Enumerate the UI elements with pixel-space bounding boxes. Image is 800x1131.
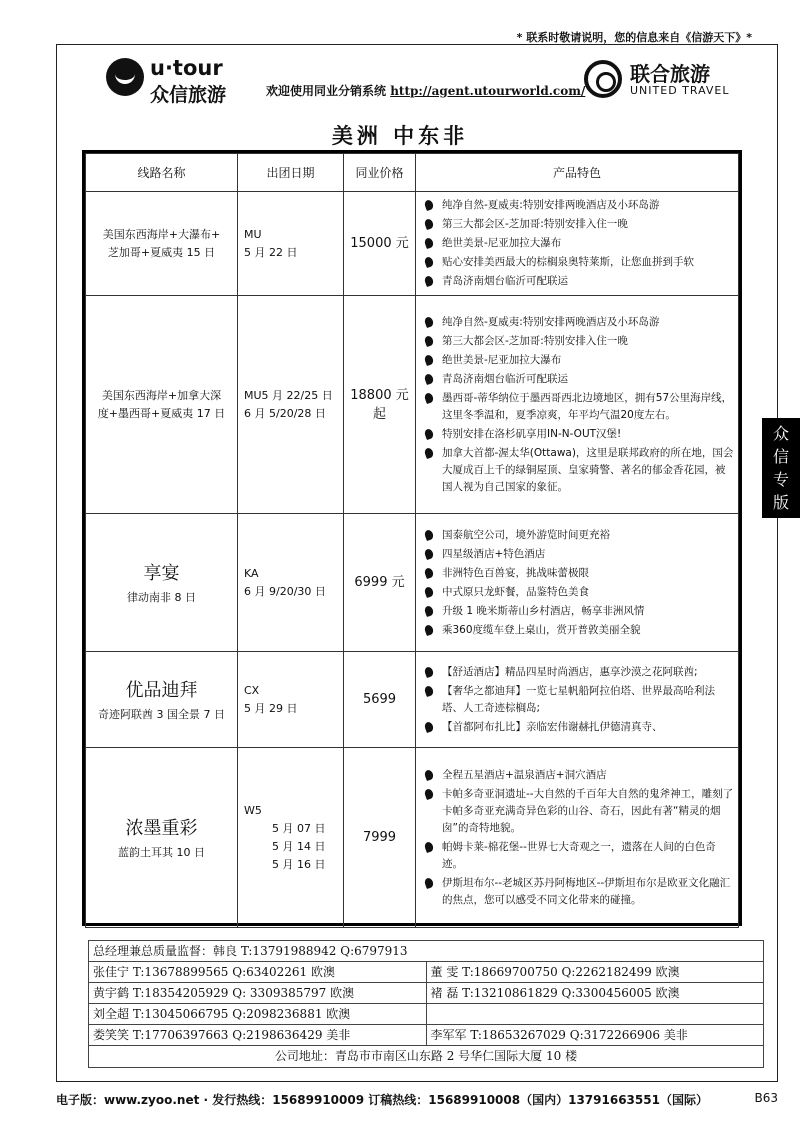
table-row xyxy=(86,192,739,296)
route-name-line: 美国东西海岸+大瀑布+ xyxy=(102,227,221,241)
features xyxy=(416,192,739,296)
date-line: W5 xyxy=(244,803,262,817)
route-name xyxy=(86,748,238,928)
list-item: 贴心安排美西最大的棕榈泉奥特莱斯，让您血拼到手软 xyxy=(422,254,734,271)
contact-row xyxy=(89,1025,763,1046)
contact-cell: 娄笑笑 T:17706397663 Q:2198636429 美非 xyxy=(93,1028,351,1042)
departure-date xyxy=(238,748,344,928)
route-name-line: 奇迹阿联酋 3 国全景 7 日 xyxy=(98,707,225,721)
utour-logo-en: u·tour xyxy=(150,56,223,80)
col-header-route: 线路名称 xyxy=(86,154,238,192)
contact-row xyxy=(89,941,763,962)
list-item: 升级 1 晚米斯蒂山乡村酒店，畅享非洲风情 xyxy=(422,603,734,620)
route-title: 浓墨重彩 xyxy=(125,817,198,839)
departure-date xyxy=(238,296,344,514)
route-name xyxy=(86,514,238,652)
date-line: MU5 月 22/25 日 xyxy=(244,388,333,402)
date-line: 5 月 07 日 xyxy=(272,821,326,835)
price-line: 6999 元 xyxy=(354,575,405,590)
list-item: 卡帕多奇亚洞遗址--大自然的千百年大自然的鬼斧神工，雕刻了卡帕多奇亚充满奇异色彩的山谷、奇石，因此有著“精灵的烟囱”的奇特地貌。 xyxy=(422,786,734,837)
contact-row xyxy=(89,983,763,1004)
supervisor-contact: 总经理兼总质量监督：韩良 T:13791988942 Q:6797913 xyxy=(93,944,408,958)
contact-row xyxy=(89,962,763,983)
list-item: 青岛济南烟台临沂可配联运 xyxy=(422,371,734,388)
list-item: 第三大都会区-芝加哥:特别安排入住一晚 xyxy=(422,216,734,233)
features xyxy=(416,748,739,928)
utour-logo xyxy=(106,56,246,106)
route-name xyxy=(86,652,238,748)
list-item: 【首都阿布扎比】亲临宏伟谢赫扎伊德清真寺、 xyxy=(422,719,734,736)
price xyxy=(344,192,416,296)
route-name-line: 律动南非 8 日 xyxy=(127,590,196,604)
date-line: 6 月 5/20/28 日 xyxy=(244,406,326,420)
source-note: * 联系时敬请说明，您的信息来自《信游天下》* xyxy=(516,31,752,44)
price xyxy=(344,748,416,928)
united-travel-logo-cn: 联合旅游 xyxy=(630,62,710,86)
route-name xyxy=(86,192,238,296)
date-line: 5 月 14 日 xyxy=(272,839,326,853)
date-line: 5 月 22 日 xyxy=(244,245,298,259)
date-line: CX xyxy=(244,683,260,697)
side-tab xyxy=(762,418,800,518)
price xyxy=(344,652,416,748)
side-tab-char: 信 xyxy=(772,447,789,466)
date-line: MU xyxy=(244,227,262,241)
table-header-row xyxy=(86,154,739,192)
date-line: KA xyxy=(244,566,259,580)
list-item: 纯净自然-夏威夷:特别安排两晚酒店及小环岛游 xyxy=(422,197,734,214)
list-item: 帕姆卡莱-棉花堡--世界七大奇观之一，遗落在人间的白色奇迹。 xyxy=(422,839,734,873)
header xyxy=(56,44,778,114)
contact-row xyxy=(89,1004,763,1025)
table-row xyxy=(86,748,739,928)
features xyxy=(416,652,739,748)
route-table xyxy=(82,150,742,926)
list-item: 绝世美景-尼亚加拉大瀑布 xyxy=(422,352,734,369)
list-item: 【舒适酒店】精品四星时尚酒店，惠享沙漠之花阿联酋; xyxy=(422,664,734,681)
side-tab-char: 版 xyxy=(772,493,789,512)
price xyxy=(344,514,416,652)
price-line: 7999 xyxy=(362,830,397,845)
features xyxy=(416,514,739,652)
price xyxy=(344,296,416,514)
col-header-features: 产品特色 xyxy=(416,154,739,192)
contact-cell: 董 雯 T:18669700750 Q:2262182499 欧澳 xyxy=(426,962,764,982)
date-line: 5 月 16 日 xyxy=(272,857,326,871)
col-header-price: 同业价格 xyxy=(344,154,416,192)
departure-date xyxy=(238,514,344,652)
contact-cell: 刘全超 T:13045066795 Q:2098236881 欧澳 xyxy=(93,1007,351,1021)
list-item: 纯净自然-夏威夷:特别安排两晚酒店及小环岛游 xyxy=(422,314,734,331)
route-name-line: 度+墨西哥+夏威夷 17 日 xyxy=(97,406,226,420)
united-travel-logo-en: UNITED TRAVEL xyxy=(630,84,730,97)
contact-cell: 黄宇鹤 T:18354205929 Q: 3309385797 欧澳 xyxy=(93,986,355,1000)
departure-date xyxy=(238,652,344,748)
region-title: 美洲 中东非 xyxy=(331,124,469,148)
price-line: 起 xyxy=(372,406,386,422)
side-tab-char: 专 xyxy=(772,470,789,489)
contacts-box xyxy=(88,940,764,1068)
price-line: 15000 元 xyxy=(350,236,409,251)
contact-cell xyxy=(426,1004,764,1024)
welcome-line xyxy=(266,82,585,99)
list-item: 墨西哥-蒂华纳位于墨西哥西北边境地区，拥有57公里海岸线，这里冬季温和，夏季凉爽，年平均气温20度左右。 xyxy=(422,390,734,424)
price-line: 18800 元 xyxy=(350,387,409,403)
page-number: B63 xyxy=(754,1091,778,1105)
list-item: 加拿大首都-渥太华(Ottawa)，这里是联邦政府的所在地，国会大厦成百上千的绿铜屋顶、皇家骑警、著名的郁金香花园，被国人视为自己国家的象征。 xyxy=(422,445,734,496)
route-name-line: 蓝韵土耳其 10 日 xyxy=(118,845,205,859)
welcome-text: 欢迎使用同业分销系统 xyxy=(266,84,391,98)
utour-logo-icon xyxy=(106,58,144,96)
list-item: 国泰航空公司，境外游览时间更充裕 xyxy=(422,527,734,544)
table-row xyxy=(86,514,739,652)
route-name xyxy=(86,296,238,514)
date-line: 6 月 9/20/30 日 xyxy=(244,584,326,598)
col-header-date: 出团日期 xyxy=(238,154,344,192)
features xyxy=(416,296,739,514)
list-item: 【奢华之都迪拜】一览七星帆船阿拉伯塔、世界最高哈利法塔、人工奇迹棕榈岛; xyxy=(422,683,734,717)
table-row xyxy=(86,652,739,748)
footer xyxy=(56,1091,778,1108)
footer-text: 电子版：www.zyoo.net · 发行热线：15689910009 订稿热线：15689910008（国内）13791663551（国际） xyxy=(56,1093,708,1107)
list-item: 四星级酒店+特色酒店 xyxy=(422,546,734,563)
address-row xyxy=(89,1046,763,1067)
list-item: 乘360度缆车登上桌山，赏开普敦美丽全貌 xyxy=(422,622,734,639)
company-address: 公司地址：青岛市市南区山东路 2 号华仁国际大厦 10 楼 xyxy=(274,1049,578,1063)
list-item: 非洲特色百兽宴，挑战味蕾极限 xyxy=(422,565,734,582)
agent-url-link[interactable]: http://agent.utourworld.com/ xyxy=(390,84,586,98)
route-title: 享宴 xyxy=(143,562,180,584)
list-item: 青岛济南烟台临沂可配联运 xyxy=(422,273,734,290)
list-item: 第三大都会区-芝加哥:特别安排入住一晚 xyxy=(422,333,734,350)
utour-logo-cn: 众信旅游 xyxy=(150,84,227,106)
contact-cell: 张佳宁 T:13678899565 Q:63402261 欧澳 xyxy=(93,965,336,979)
table-row xyxy=(86,296,739,514)
list-item: 中式原只龙虾餐，品鉴特色美食 xyxy=(422,584,734,601)
route-table-grid xyxy=(85,153,739,928)
contact-cell: 褚 磊 T:13210861829 Q:3300456005 欧澳 xyxy=(426,983,764,1003)
list-item: 伊斯坦布尔--老城区苏丹阿梅地区--伊斯坦布尔是欧亚文化融汇的焦点，您可以感受不同文化带来的碰撞。 xyxy=(422,875,734,909)
route-title: 优品迪拜 xyxy=(125,679,198,701)
side-tab-char: 众 xyxy=(772,424,789,443)
date-line: 5 月 29 日 xyxy=(244,701,298,715)
united-travel-logo xyxy=(584,58,754,102)
route-name-line: 芝加哥+夏威夷 15 日 xyxy=(107,245,216,259)
departure-date xyxy=(238,192,344,296)
list-item: 特别安排在洛杉矶享用IN-N-OUT汉堡! xyxy=(422,426,734,443)
contact-cell: 李军军 T:18653267029 Q:3172266906 美非 xyxy=(426,1025,764,1045)
route-name-line: 美国东西海岸+加拿大深 xyxy=(101,388,222,402)
price-line: 5699 xyxy=(362,692,397,707)
united-travel-logo-icon xyxy=(584,60,622,98)
list-item: 全程五星酒店+温泉酒店+洞穴酒店 xyxy=(422,767,734,784)
list-item: 绝世美景-尼亚加拉大瀑布 xyxy=(422,235,734,252)
